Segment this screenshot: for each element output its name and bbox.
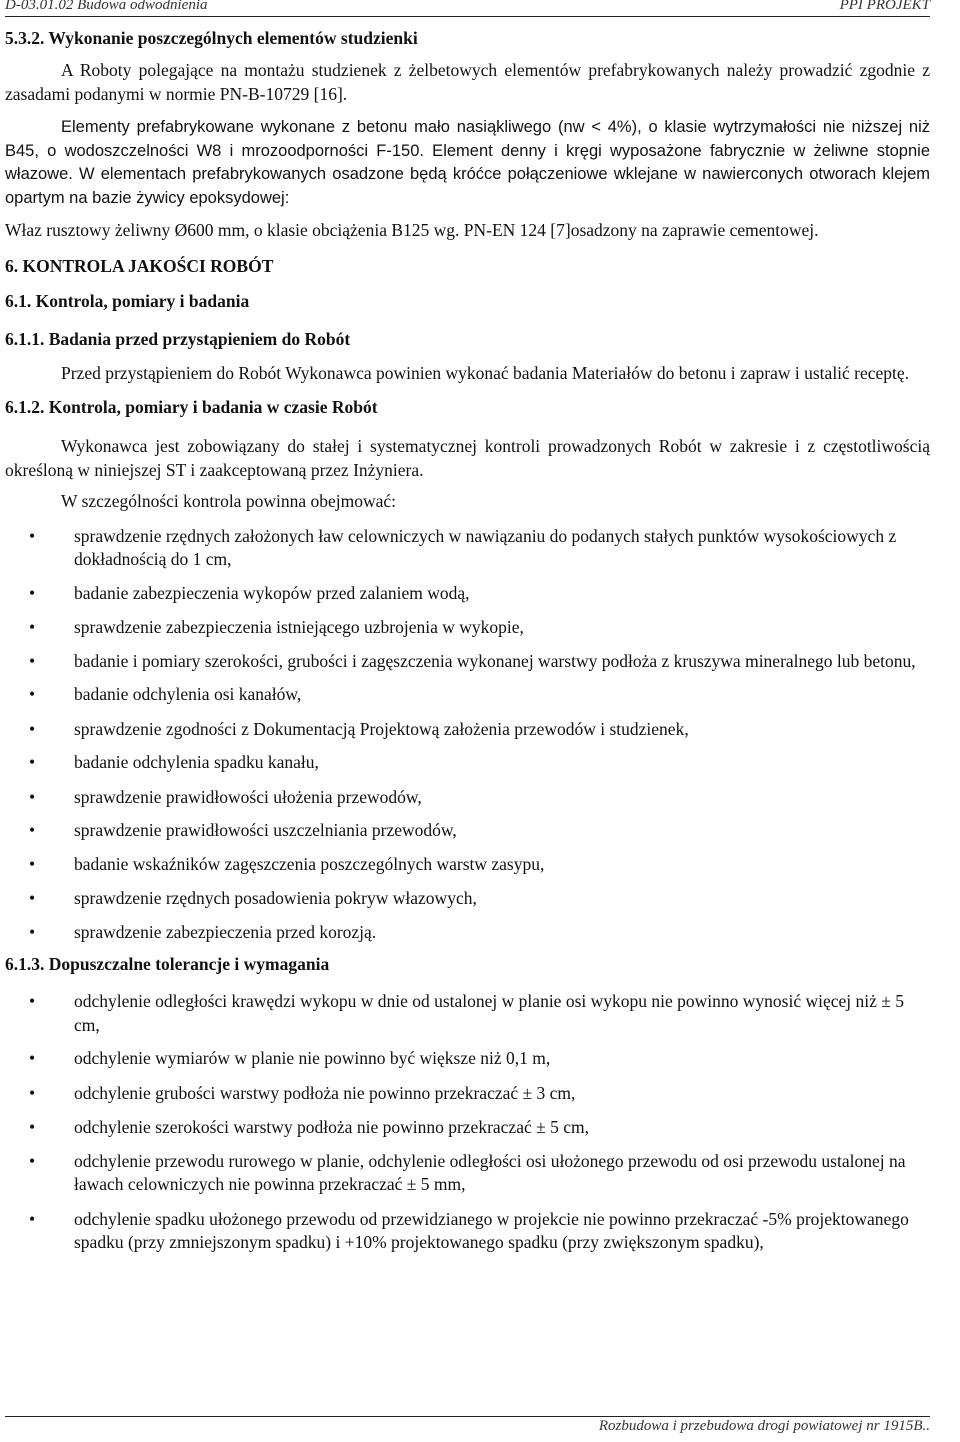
bullet-icon: • — [29, 853, 36, 874]
bullet-icon: • — [29, 1150, 36, 1171]
heading-6-1-2: 6.1.2. Kontrola, pomiary i badania w czasie Robót — [5, 397, 378, 417]
bullet-icon: • — [29, 582, 36, 603]
list-item — [5, 786, 930, 810]
list-item — [5, 1047, 930, 1071]
list-item-text: odchylenie odległości krawędzi wykopu w dnie od ustalonej w planie osi wykopu nie powinno wynosić więcej niż ± 5 cm, — [74, 991, 904, 1035]
list-item — [5, 921, 930, 945]
list-item — [5, 1150, 930, 1197]
paragraph: W szczególności kontrola powinna obejmować: — [61, 491, 396, 511]
bullet-icon: • — [29, 525, 36, 546]
list-item-text: odchylenie grubości warstwy podłoża nie powinno przekraczać ± 3 cm, — [74, 1082, 576, 1103]
list-item-text: sprawdzenie zabezpieczenia istniejącego uzbrojenia w wykopie, — [74, 617, 524, 637]
list-item — [5, 819, 930, 843]
bullet-icon: • — [29, 617, 36, 637]
list-item — [5, 1208, 930, 1255]
tolerance-list — [5, 990, 930, 1255]
heading-6-1-3: 6.1.3. Dopuszczalne tolerancje i wymagania — [5, 954, 330, 974]
list-item-text: sprawdzenie prawidłowości uszczelniania przewodów, — [74, 820, 457, 840]
list-item — [5, 582, 930, 606]
list-item-text: odchylenie wymiarów w planie nie powinno być większe niż 0,1 m, — [74, 1048, 551, 1068]
list-item — [5, 1082, 930, 1106]
list-item-text: sprawdzenie rzędnych posadowienia pokryw włazowych, — [74, 888, 477, 908]
paragraph: Właz rusztowy żeliwny Ø600 mm, o klasie obciążenia B125 wg. PN-EN 124 [7]osadzony na zaprawie cementowej. — [5, 220, 819, 240]
bullet-icon: • — [29, 650, 36, 671]
list-item — [5, 853, 930, 877]
bullet-icon: • — [29, 1117, 36, 1137]
paragraph: A Roboty polegające na montażu studzienek z żelbetowych elementów prefabrykowanych należy prowadzić zgodnie z zasadami podanymi w normie PN-B-10729 [16]. — [5, 60, 930, 104]
bullet-icon: • — [29, 921, 36, 942]
list-item-text: odchylenie szerokości warstwy podłoża nie powinno przekraczać ± 5 cm, — [74, 1117, 589, 1137]
page-footer: Rozbudowa i przebudowa drogi powiatowej nr 1915B.. — [5, 1416, 930, 1435]
list-item-text: badanie odchylenia osi kanałów, — [74, 684, 302, 704]
heading-6: 6. KONTROLA JAKOŚCI ROBÓT — [5, 255, 274, 276]
list-item-text: sprawdzenie zgodności z Dokumentacją Projektową założenia przewodów i studzienek, — [74, 718, 689, 739]
list-item-text: badanie i pomiary szerokości, grubości i zagęszczenia wykonanej warstwy podłoża z kruszywa mineralnego lub betonu, — [74, 650, 916, 671]
bullet-icon: • — [29, 888, 36, 908]
heading-6-1-1: 6.1.1. Badania przed przystąpieniem do Robót — [5, 328, 351, 349]
list-item — [5, 718, 930, 742]
bullet-icon: • — [29, 752, 36, 772]
list-item-text: badanie zabezpieczenia wykopów przed zalaniem wodą, — [74, 582, 470, 603]
document-body — [5, 20, 930, 1255]
list-item — [5, 887, 930, 911]
heading-6-1: 6.1. Kontrola, pomiary i badania — [5, 290, 250, 311]
paragraph: Wykonawca jest zobowiązany do stałej i systematycznej kontroli prowadzonych Robót w zakresie i z częstotliwością określoną w niniejszej ST i zaakceptowaną przez Inżyniera. — [5, 436, 930, 480]
list-item-text: badanie wskaźników zagęszczenia poszczególnych warstw zasypu, — [74, 853, 545, 874]
list-item-text: odchylenie spadku ułożonego przewodu od przewidzianego w projekcie nie powinno przekraczać -5% projektowanego spadku (przy zmniejszonym spadku) i +10% projektowanego spadku (przy zwiększonym spadku), — [74, 1208, 909, 1252]
bullet-icon: • — [29, 1208, 36, 1229]
list-item — [5, 650, 930, 674]
bullet-icon: • — [29, 718, 36, 739]
list-item — [5, 616, 930, 640]
list-item — [5, 751, 930, 775]
bullet-icon: • — [29, 786, 36, 807]
page-header — [5, 0, 930, 17]
list-item-text: sprawdzenie zabezpieczenia przed korozją. — [74, 921, 377, 942]
header-company: PPI PROJEKT — [839, 0, 930, 13]
list-item — [5, 990, 930, 1037]
paragraph: Przed przystąpieniem do Robót Wykonawca powinien wykonać badania Materiałów do betonu i zapraw i ustalić receptę. — [61, 362, 910, 383]
list-item-text: badanie odchylenia spadku kanału, — [74, 752, 319, 772]
header-doc-code: D-03.01.02 Budowa odwodnienia — [5, 0, 208, 13]
control-list — [5, 525, 930, 945]
list-item — [5, 683, 930, 707]
paragraph: Elementy prefabrykowane wykonane z betonu mało nasiąkliwego (nw < 4%), o klasie wytrzymałości nie niższej niż B45, o wodoszczelności W8 i mrozoodporności F-150. Element denny i kręgi wyposażone fabrycznie w żeliwne stopnie włazowe. W elementach prefabrykowanych osadzone będą króćce połączeniowe wklejane w nawierconych otworach klejem opartym na bazie żywicy epoksydowej: — [5, 118, 930, 207]
list-item-text: sprawdzenie prawidłowości ułożenia przewodów, — [74, 786, 422, 807]
list-item — [5, 525, 930, 572]
bullet-icon: • — [29, 684, 36, 704]
bullet-icon: • — [29, 820, 36, 840]
list-item — [5, 1116, 930, 1140]
bullet-icon: • — [29, 991, 36, 1011]
list-item-text: sprawdzenie rzędnych założonych ław celowniczych w nawiązaniu do podanych stałych punktów wysokościowych z dokładnością do 1 cm, — [74, 525, 897, 569]
bullet-icon: • — [29, 1048, 36, 1068]
bullet-icon: • — [29, 1082, 36, 1103]
list-item-text: odchylenie przewodu rurowego w planie, odchylenie odległości osi ułożonego przewodu od osi przewodu ustalonej na ławach celowniczych nie powinna przekraczać ± 5 mm, — [74, 1150, 906, 1194]
heading-5-3-2: 5.3.2. Wykonanie poszczególnych elementów studzienki — [5, 28, 418, 48]
